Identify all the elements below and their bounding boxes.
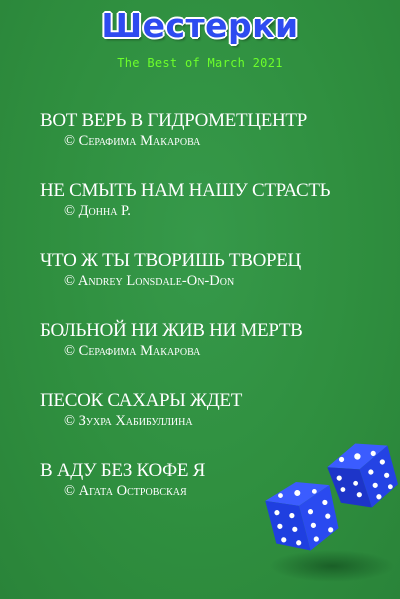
entry-title: ВОТ ВЕРЬ В ГИДРОМЕТЦЕНТР (40, 110, 307, 131)
entry-author: © Зухра Хабибуллина (64, 413, 193, 429)
page-title: Шестерки (101, 6, 299, 45)
entry-author: © Донна Р. (64, 203, 131, 219)
entry-author: © Andrey Lonsdale-On-Don (64, 273, 235, 289)
list-item (40, 320, 370, 390)
entry-author: © Серафима Макарова (64, 133, 201, 149)
die-front (263, 475, 342, 557)
entry-author: © Серафима Макарова (64, 343, 201, 359)
entry-title: ЧТО Ж ТЫ ТВОРИШЬ ТВОРЕЦ (40, 250, 301, 271)
list-item (40, 250, 370, 320)
entry-title: НЕ СМЫТЬ НАМ НАШУ СТРАСТЬ (40, 180, 331, 201)
list-item (40, 180, 370, 250)
entry-title: ПЕСОК САХАРЫ ЖДЕТ (40, 390, 243, 411)
dice-icon (250, 438, 400, 588)
die-back (323, 438, 400, 517)
entry-author: © Агата Островская (64, 483, 187, 499)
entry-title: БОЛЬНОЙ НИ ЖИВ НИ МЕРТВ (40, 320, 303, 341)
entry-title: В АДУ БЕЗ КОФЕ Я (40, 460, 205, 481)
list-item (40, 110, 370, 180)
page-subtitle: The Best of March 2021 (117, 56, 283, 70)
